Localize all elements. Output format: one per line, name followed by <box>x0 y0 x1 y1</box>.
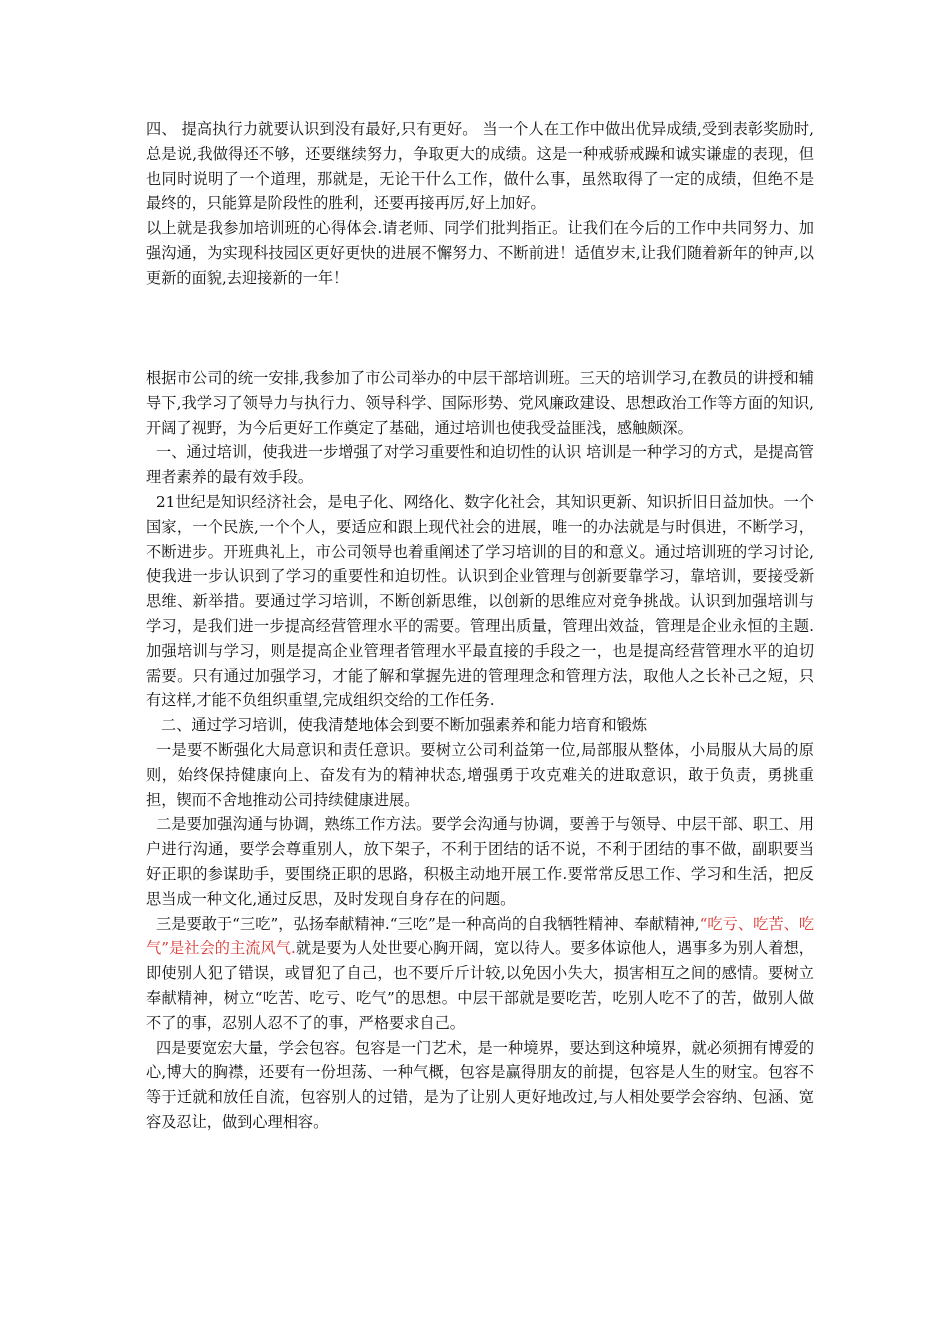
paragraph-conclusion: 以上就是我参加培训班的心得体会.请老师、同学们批判指正。让我们在今后的工作中共同努力、加强沟通，为实现科技园区更好更快的进展不懈努力、不断前进！适值岁末,让我们随着新年的钟声,以更新的面貌,去迎接新的一年！ <box>146 219 814 287</box>
paragraph-fourth-point: 四是要宽宏大量，学会包容。包容是一门艺术，是一种境界，要达到这种境界，就必须拥有博爱的心,博大的胸襟，还要有一份坦荡、一种气概，包容是赢得朋友的前提，包容是人生的财宝。包容不等于迁就和放任自流，包容别人的过错，是为了让别人更好地改过,与人相处要学会容纳、包涵、宽容及忍让，做到心理相容。 <box>146 1038 814 1131</box>
paragraph-intro: 根据市公司的统一安排,我参加了市公司举办的中层干部培训班。三天的培训学习,在教员的讲授和辅导下,我学习了领导力与执行力、领导科学、国际形势、党风廉政建设、思想政治工作等方面的知识,开阔了视野，为今后更好工作奠定了基础，通过培训也使我受益匪浅，感触颇深。 <box>146 369 814 437</box>
third-point-start-text: 三是要敢于“三吃”，弘扬奉献精神.“三吃”是一种高尚的自我牺牲精神、奉献精神, <box>156 914 700 933</box>
paragraph-first-point: 一是要不断强化大局意识和责任意识。要树立公司利益第一位,局部服从整体，小局服从大局的原则，始终保持健康向上、奋发有为的精神状态,增强勇于攻克难关的进取意识，敢于负责，勇挑重担，锲而不舍地推动公司持续健康进展。 <box>146 740 814 809</box>
paragraph-point-four: 四、 提高执行力就要认识到没有最好,只有更好。 当一个人在工作中做出优异成绩,受到表彰奖励时,总是说,我做得还不够，还要继续努力，争取更大的成绩。这是一种戒骄戒躁和诚实谦虚的表现，但也同时说明了一个道理，那就是，无论干什么工作，做什么事，虽然取得了一定的成绩，但绝不是最终的，只能算是阶段性的胜利，还要再接再厉,好上加好。 <box>146 120 814 213</box>
paragraph-heading-one: 一、通过培训，使我进一步增强了对学习重要性和迫切性的认识 培训是一种学习的方式，是提高管理者素养的最有效手段。 <box>146 443 814 487</box>
section-previous-article-ending <box>146 117 814 291</box>
third-point-highlight-text: “吃亏、吃苦、吃气”是社会的主流风气. <box>146 914 815 958</box>
paragraph-second-point: 二是要加强沟通与协调，熟练工作方法。要学会沟通与协调，要善于与领导、中层干部、职工、用户进行沟通，要学会尊重别人，放下架子，不利于团结的话不说，不利于团结的事不做，副职要当好正职的参谋助手，要围绕正职的思路，积极主动地开展工作.要常常反思工作、学习和生活，把反思当成一种文化,通过反思，及时发现自身存在的问题。 <box>146 815 814 908</box>
section-training-reflection <box>146 366 814 1135</box>
paragraph-heading-two: 二、通过学习培训，使我清楚地体会到要不断加强素养和能力培育和锻炼 <box>161 716 647 735</box>
third-point-end-text: 就是要为人处世要心胸开阔，宽以待人。要多体谅他人，遇事多为别人着想，即使别人犯了错误，或冒犯了自己，也不要斤斤计较,以免因小失大，损害相互之间的感情。要树立奉献精神，树立“吃苦、吃亏、吃气”的思想。中层干部就是要吃苦，吃别人吃不了的苦，做别人做不了的事，忍别人忍不了的事，严格要求自己。 <box>146 939 814 1032</box>
paragraph-21st-century: 21世纪是知识经济社会，是电子化、网络化、数字化社会，其知识更新、知识折旧日益加快。一个国家，一个民族,一个个人，要适应和跟上现代社会的进展，唯一的办法就是与时俱进，不断学习，不断进步。开班典礼上，市公司领导也着重阐述了学习培训的目的和意义。通过培训班的学习讨论,使我进一步认识到了学习的重要性和迫切性。认识到企业管理与创新要靠学习，靠培训，要接受新思维、新举措。要通过学习培训，不断创新思维，以创新的思维应对竞争挑战。认识到加强培训与学习，是我们进一步提高经营管理水平的需要。管理出质量，管理出效益，管理是企业永恒的主题.加强培训与学习，则是提高企业管理者管理水平最直接的手段之一，也是提高经营管理水平的迫切需要。只有通过加强学习，才能了解和掌握先进的管理理念和管理方法，取他人之长补己之短，只有这样,才能不负组织重望,完成组织交给的工作任务. <box>146 492 814 710</box>
paragraph-third-point <box>146 912 814 1036</box>
